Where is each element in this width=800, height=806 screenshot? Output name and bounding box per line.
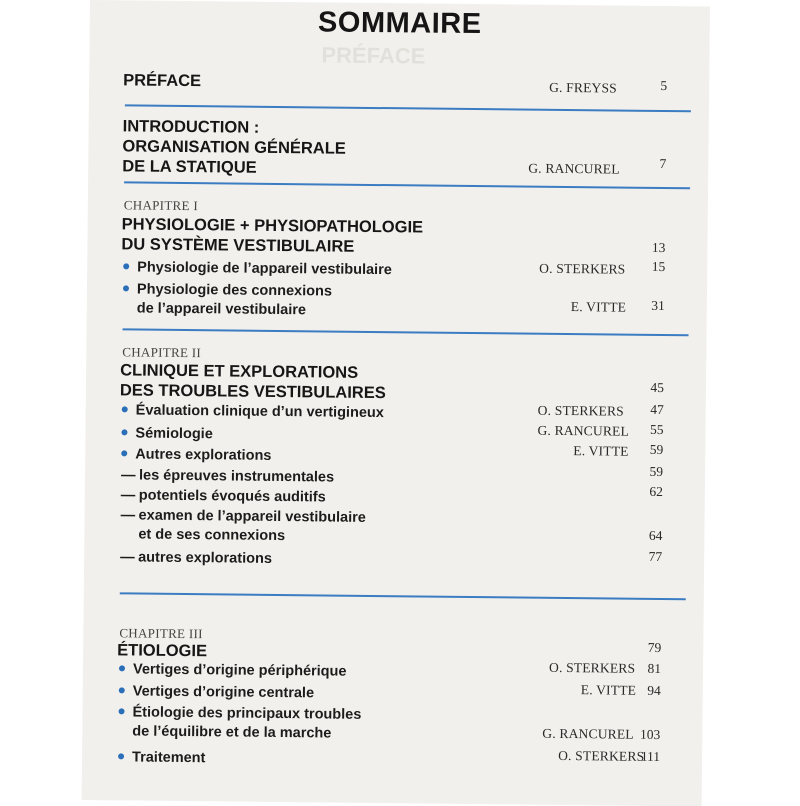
introduction-author: G. RANCUREL — [528, 160, 620, 177]
item-author: E. VITTE — [573, 443, 629, 459]
item-text: Sémiologie — [135, 425, 213, 443]
list-item — [119, 660, 347, 681]
item-author: O. STERKERS — [558, 747, 645, 764]
item-text: Vertiges d’origine centrale — [132, 683, 315, 702]
chapitre1-line1: PHYSIOLOGIE + PHYSIOPATHOLOGIE — [121, 215, 424, 237]
chapitre2-page: 45 — [650, 379, 665, 396]
separator — [124, 181, 690, 188]
sub-item — [120, 506, 366, 547]
dash-marker: — — [120, 549, 135, 566]
item-page: 111 — [640, 748, 661, 765]
item-text: Autres explorations — [135, 446, 272, 464]
subitem-text: autres explorations — [138, 549, 273, 567]
list-item — [118, 703, 361, 744]
item-page: 31 — [651, 297, 665, 314]
separator — [120, 592, 686, 599]
list-item — [118, 748, 206, 768]
separator — [123, 328, 689, 335]
item-page: 47 — [650, 401, 664, 418]
chapitre2-line1: CLINIQUE ET EXPLORATIONS — [120, 361, 359, 382]
chapitre2-label: CHAPITRE II — [122, 344, 202, 361]
show-through-text: PRÉFACE — [321, 42, 426, 69]
subitem-text: examen de l’appareil vestibulaire — [138, 507, 366, 526]
item-page: 55 — [649, 421, 664, 438]
bullet-icon — [119, 666, 125, 672]
introduction-line1: INTRODUCTION : — [122, 117, 260, 137]
dash-marker: — — [120, 467, 136, 484]
list-item — [119, 682, 315, 703]
bullet-icon — [123, 264, 129, 270]
subitem-text: potentiels évoqués auditifs — [138, 487, 326, 506]
subitem-page: 59 — [649, 463, 664, 480]
item-text: Traitement — [131, 749, 206, 767]
item-text: Vertiges d’origine périphérique — [132, 661, 347, 680]
item-author: E. VITTE — [570, 299, 627, 315]
list-item — [121, 445, 271, 466]
item-text: Évaluation clinique d’un vertigineux — [135, 402, 384, 422]
item-page: 15 — [651, 258, 666, 275]
preface-author: G. FREYSS — [549, 79, 618, 96]
item-author: G. RANCUREL — [537, 422, 630, 439]
preface-page: 5 — [660, 77, 668, 94]
list-item — [121, 424, 213, 444]
subitem-text-continued: et de ses connexions — [138, 526, 286, 545]
chapitre3-heading: ÉTIOLOGIE — [117, 641, 208, 661]
subitem-page: 62 — [649, 483, 663, 500]
item-text-continued: de l’équilibre et de la marche — [132, 723, 332, 742]
item-author: O. STERKERS — [539, 260, 626, 277]
item-author: O. STERKERS — [537, 402, 625, 419]
bullet-icon — [123, 286, 129, 292]
sub-item — [121, 486, 326, 507]
item-text: Physiologie de l’appareil vestibulaire — [137, 259, 392, 279]
chapitre1-line2: DU SYSTÈME VESTIBULAIRE — [121, 235, 355, 256]
introduction-page: 7 — [659, 155, 667, 172]
sub-item — [120, 548, 272, 569]
chapitre1-page: 13 — [651, 239, 666, 256]
item-author: E. VITTE — [580, 682, 637, 698]
introduction-heading — [122, 116, 346, 178]
subitem-page: 64 — [648, 527, 663, 544]
subitem-text: les épreuves instrumentales — [138, 467, 335, 486]
bullet-icon — [119, 709, 125, 715]
item-page: 103 — [640, 726, 661, 743]
bullet-icon — [121, 430, 127, 436]
item-page: 81 — [647, 660, 662, 677]
list-item — [122, 401, 384, 423]
bullet-icon — [121, 451, 127, 457]
chapitre3-page: 79 — [647, 639, 662, 656]
preface-title: PRÉFACE — [123, 71, 202, 91]
bullet-icon — [119, 688, 125, 694]
separator — [125, 104, 691, 111]
item-page: 59 — [649, 441, 664, 458]
item-text: Étiologie des principaux troubles — [132, 704, 362, 723]
chapitre2-line2: DES TROUBLES VESTIBULAIRES — [119, 381, 386, 403]
introduction-line3: DE LA STATIQUE — [122, 157, 257, 177]
item-text: Physiologie des connexions — [136, 281, 333, 300]
list-item — [123, 280, 332, 320]
bullet-icon — [122, 407, 128, 413]
dash-marker: — — [120, 487, 136, 504]
item-author: O. STERKERS — [548, 659, 636, 676]
subitem-page: 77 — [648, 548, 663, 565]
introduction-line2: ORGANISATION GÉNÉRALE — [122, 137, 346, 158]
item-text-continued: de l’appareil vestibulaire — [136, 300, 307, 319]
chapitre1-heading — [121, 214, 423, 257]
dash-marker: — — [120, 507, 136, 524]
list-item — [123, 258, 392, 280]
chapitre3-label: CHAPITRE III — [119, 625, 203, 642]
item-author: G. RANCUREL — [542, 725, 634, 742]
chapitre2-heading — [120, 360, 386, 403]
document-page — [82, 0, 710, 806]
chapitre1-label: CHAPITRE I — [123, 197, 199, 214]
sub-item — [121, 466, 334, 487]
page-title: SOMMAIRE — [317, 6, 482, 41]
item-page: 94 — [647, 682, 661, 699]
bullet-icon — [118, 754, 124, 760]
